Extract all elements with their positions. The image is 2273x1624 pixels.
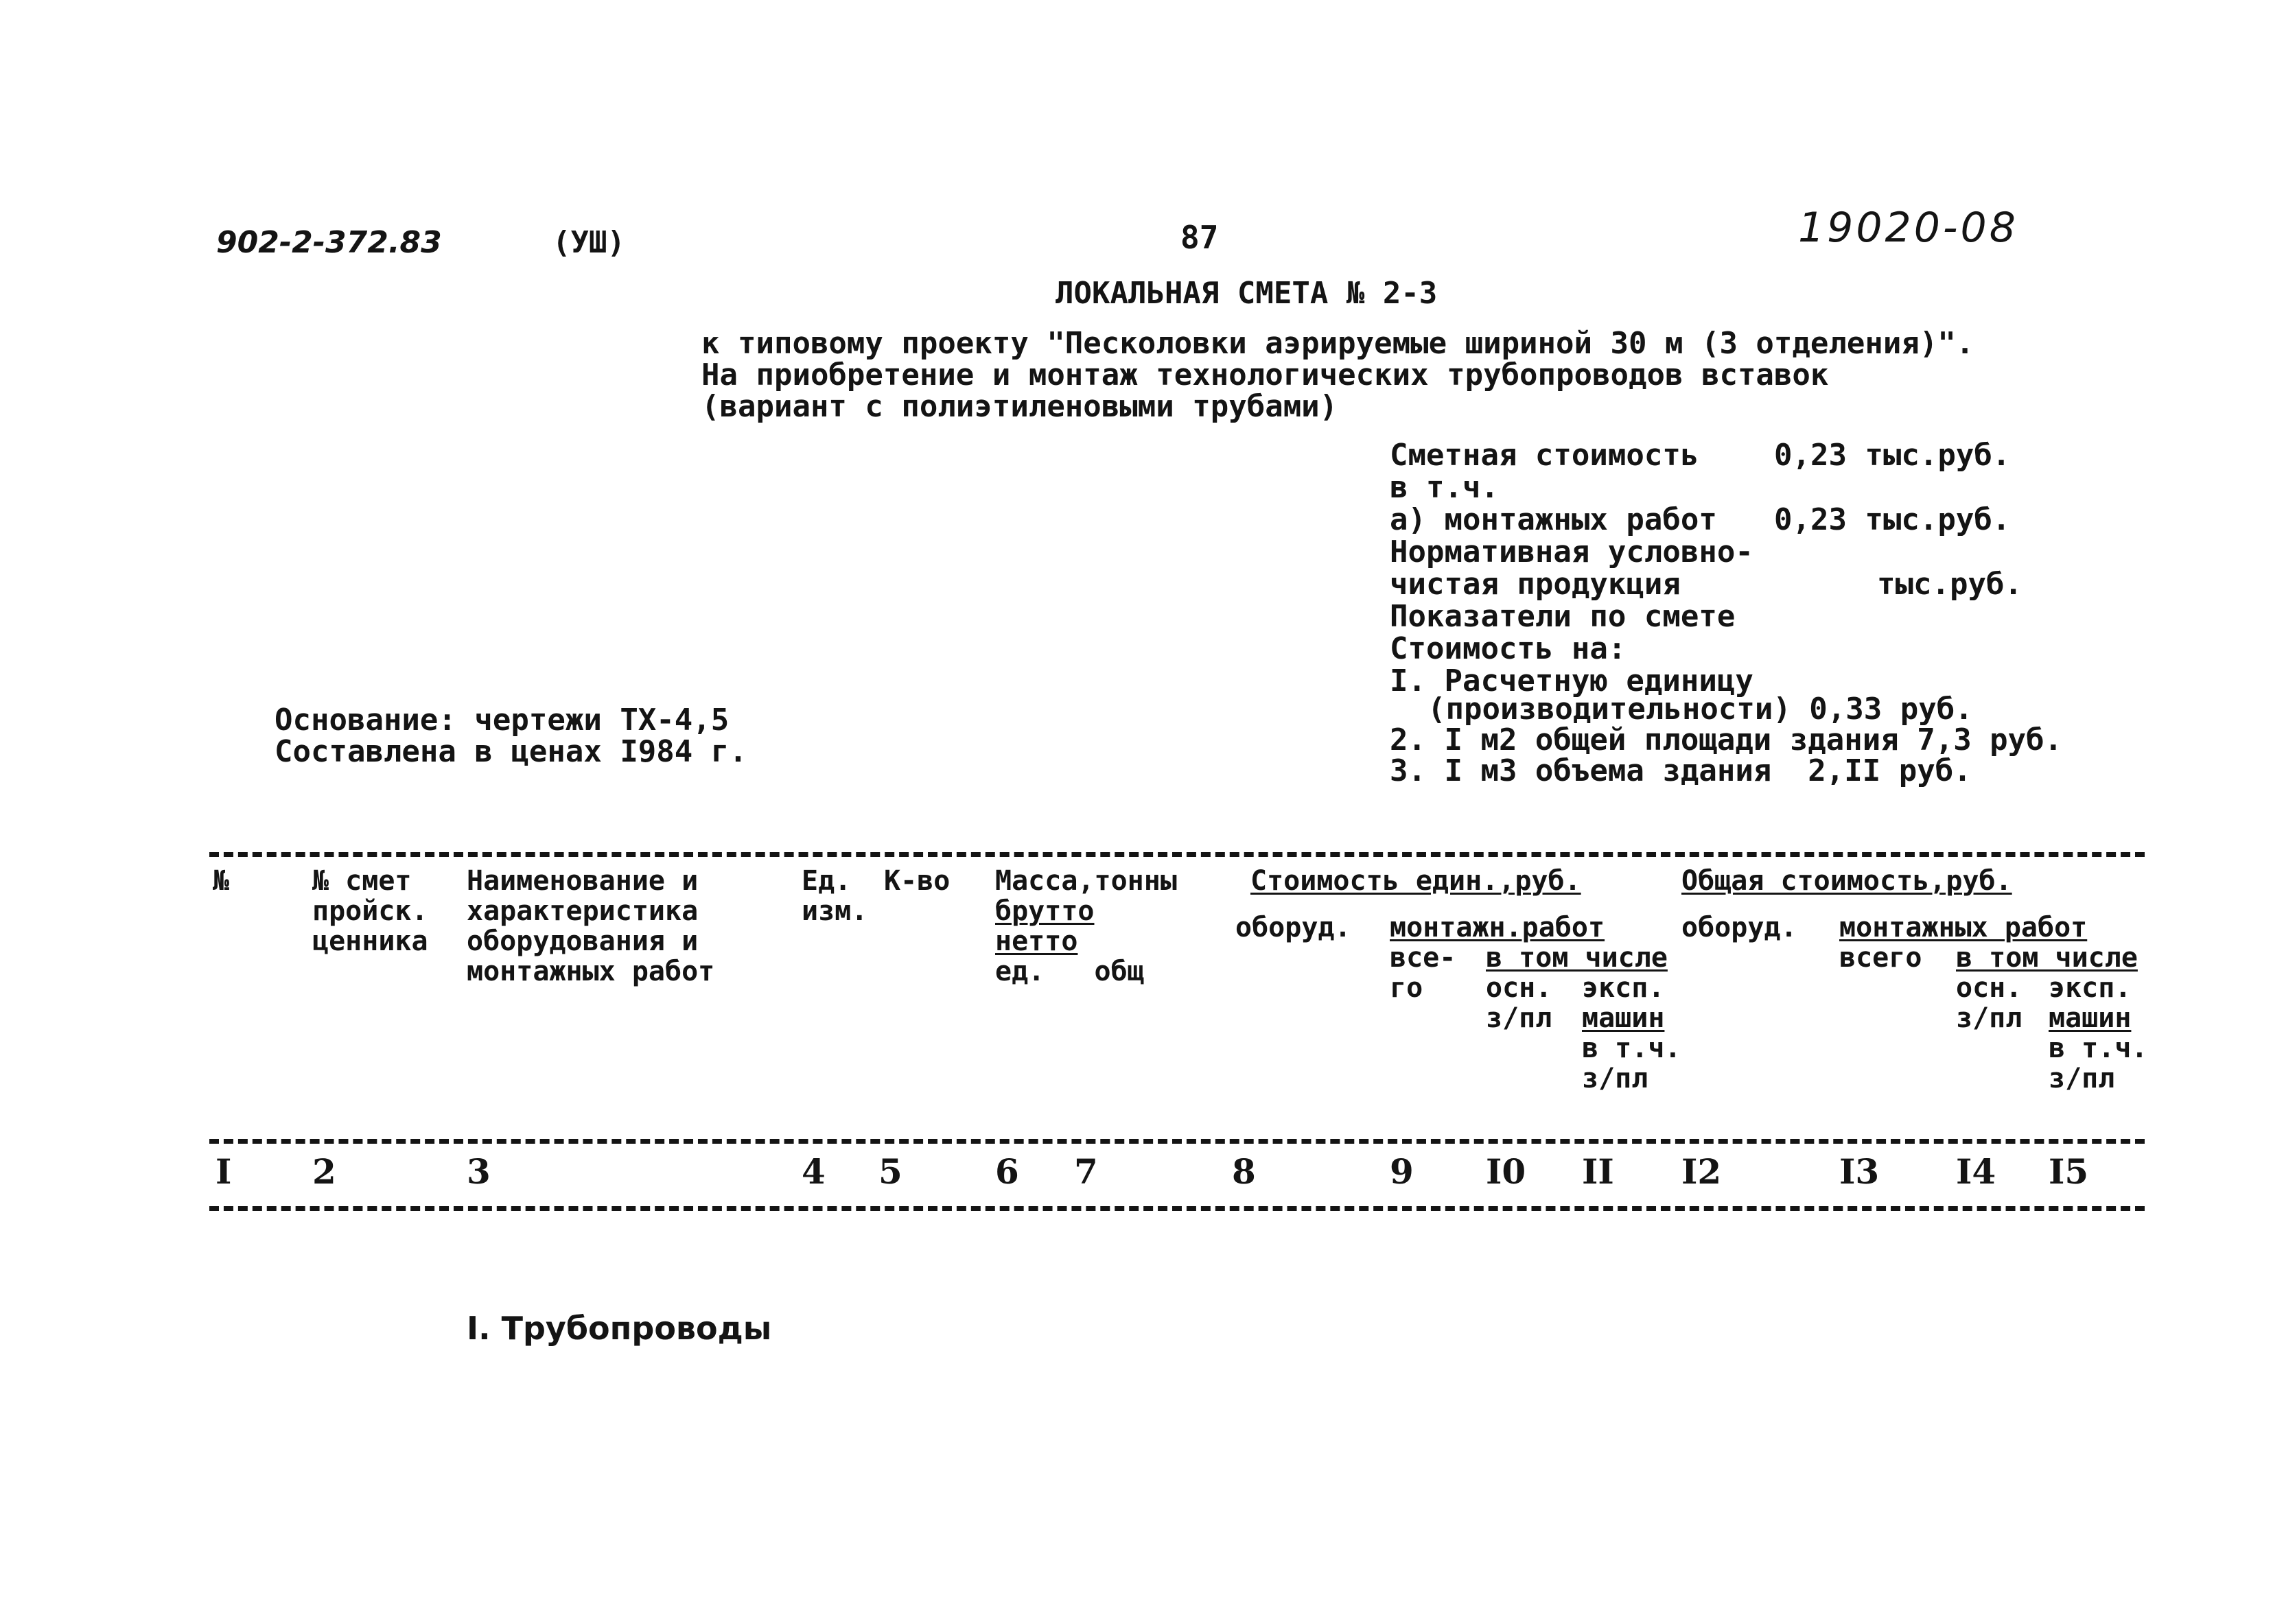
col-quantity-header: К-во	[884, 865, 951, 897]
total-install-machine-3: в т.ч.	[2049, 1033, 2148, 1064]
unit-install-machine-3: в т.ч.	[1582, 1033, 1681, 1064]
estimated-cost-value: 0,23 тыс.руб.	[1774, 438, 2011, 473]
indicators-label: Показатели по смете	[1390, 599, 1736, 634]
col-unit-line-1: Ед.	[802, 865, 852, 897]
column-number: 3	[467, 1151, 491, 1192]
unit-install-machine-2: машин	[1582, 1002, 1665, 1034]
normative-label-2: чистая продукция	[1390, 567, 1681, 602]
unit-equip-header: оборуд.	[1235, 912, 1351, 943]
indicator-item-3: 3. I м3 объема здания 2,II руб.	[1390, 753, 1972, 788]
unit-install-title: монтажн.работ	[1390, 912, 1605, 943]
col-price-ref-line-1: № смет	[312, 865, 412, 897]
subtitle-line-2: На приобретение и монтаж технологических трубопроводов вставок	[701, 357, 1829, 392]
column-number: I3	[1839, 1151, 1880, 1192]
cost-per-label: Стоимость на:	[1390, 631, 1627, 666]
document-title: ЛОКАЛЬНАЯ СМЕТА № 2-3	[1056, 276, 1438, 311]
col-number-header: №	[213, 865, 230, 897]
subtitle-line-1: к типовому проекту "Песколовки аэрируемые шириной 30 м (3 отделения)".	[701, 326, 1974, 361]
page-number: 87	[1180, 219, 1219, 256]
normative-unit: тыс.руб.	[1877, 567, 2023, 602]
col-price-ref-line-3: ценника	[312, 926, 428, 957]
including-label: в т.ч.	[1390, 470, 1499, 505]
header-bottom-rule	[209, 1139, 2145, 1144]
total-equip-header: оборуд.	[1681, 912, 1797, 943]
column-number: 8	[1232, 1151, 1256, 1192]
column-numbers-bottom-rule	[209, 1206, 2145, 1211]
subtitle-line-3: (вариант с полиэтиленовыми трубами)	[701, 389, 1338, 424]
indicator-item-1: I. Расчетную единицу	[1390, 663, 1753, 698]
column-number: I0	[1486, 1151, 1526, 1192]
unit-install-incl: в том числе	[1486, 942, 1668, 974]
column-number: I2	[1681, 1151, 1722, 1192]
total-install-base-2: з/пл	[1956, 1002, 2023, 1034]
column-number: 2	[312, 1151, 336, 1192]
indicator-item-1-sub: (производительности) 0,33 руб.	[1427, 692, 1973, 727]
column-number: 6	[995, 1151, 1019, 1192]
unit-install-total-line-1: все-	[1390, 942, 1456, 974]
total-install-sum: всего	[1839, 942, 1922, 974]
col-name-line-3: оборудования и	[467, 926, 699, 957]
col-mass-gross: брутто	[995, 895, 1095, 927]
column-number: I4	[1956, 1151, 1996, 1192]
unit-install-base-2: з/пл	[1486, 1002, 1552, 1034]
column-number: 5	[878, 1151, 902, 1192]
column-number: II	[1582, 1151, 1614, 1192]
col-unit-line-2: изм.	[802, 895, 868, 927]
inventory-number: 19020-08	[1798, 204, 2018, 252]
col-name-line-2: характеристика	[467, 895, 699, 927]
basis-line-1: Основание: чертежи ТХ-4,5	[275, 703, 730, 738]
total-install-machine-4: з/пл	[2049, 1063, 2115, 1094]
table-top-rule	[209, 852, 2145, 857]
column-number: I	[215, 1151, 232, 1192]
column-number: 4	[802, 1151, 826, 1192]
total-install-machine-2: машин	[2049, 1002, 2132, 1034]
indicator-item-2: 2. I м2 общей площади здания 7,3 руб.	[1390, 722, 2063, 757]
unit-cost-title: Стоимость един.,руб.	[1250, 865, 1581, 897]
document-code: 902-2-372.83	[216, 225, 442, 260]
col-mass-unit-total: ед. общ	[995, 956, 1144, 987]
col-name-line-4: монтажных работ	[467, 956, 715, 987]
column-number: I5	[2049, 1151, 2089, 1192]
album-number: (УШ)	[552, 225, 625, 260]
column-number: 9	[1390, 1151, 1414, 1192]
unit-install-total-line-2: го	[1390, 972, 1423, 1004]
unit-install-machine-4: з/пл	[1582, 1063, 1648, 1094]
total-cost-title: Общая стоимость,руб.	[1681, 865, 2012, 897]
total-install-machine-1: эксп.	[2049, 972, 2132, 1004]
unit-install-base-1: осн.	[1486, 972, 1552, 1004]
col-mass-net: нетто	[995, 926, 1078, 957]
col-name-line-1: Наименование и	[467, 865, 699, 897]
total-install-incl: в том числе	[1956, 942, 2138, 974]
total-install-title: монтажных работ	[1839, 912, 2088, 943]
basis-line-2: Составлена в ценах I984 г.	[275, 734, 747, 769]
col-price-ref-line-2: пройск.	[312, 895, 428, 927]
install-works-value: 0,23 тыс.руб.	[1774, 502, 2011, 537]
install-works-label: а) монтажных работ	[1390, 502, 1717, 537]
total-install-base-1: осн.	[1956, 972, 2023, 1004]
normative-label-1: Нормативная условно-	[1390, 534, 1753, 569]
estimated-cost-label: Сметная стоимость	[1390, 438, 1699, 473]
col-mass-title: Масса,тонны	[995, 865, 1177, 897]
unit-install-machine-1: эксп.	[1582, 972, 1665, 1004]
column-number: 7	[1074, 1151, 1098, 1192]
section-title: I. Трубопроводы	[467, 1310, 772, 1347]
